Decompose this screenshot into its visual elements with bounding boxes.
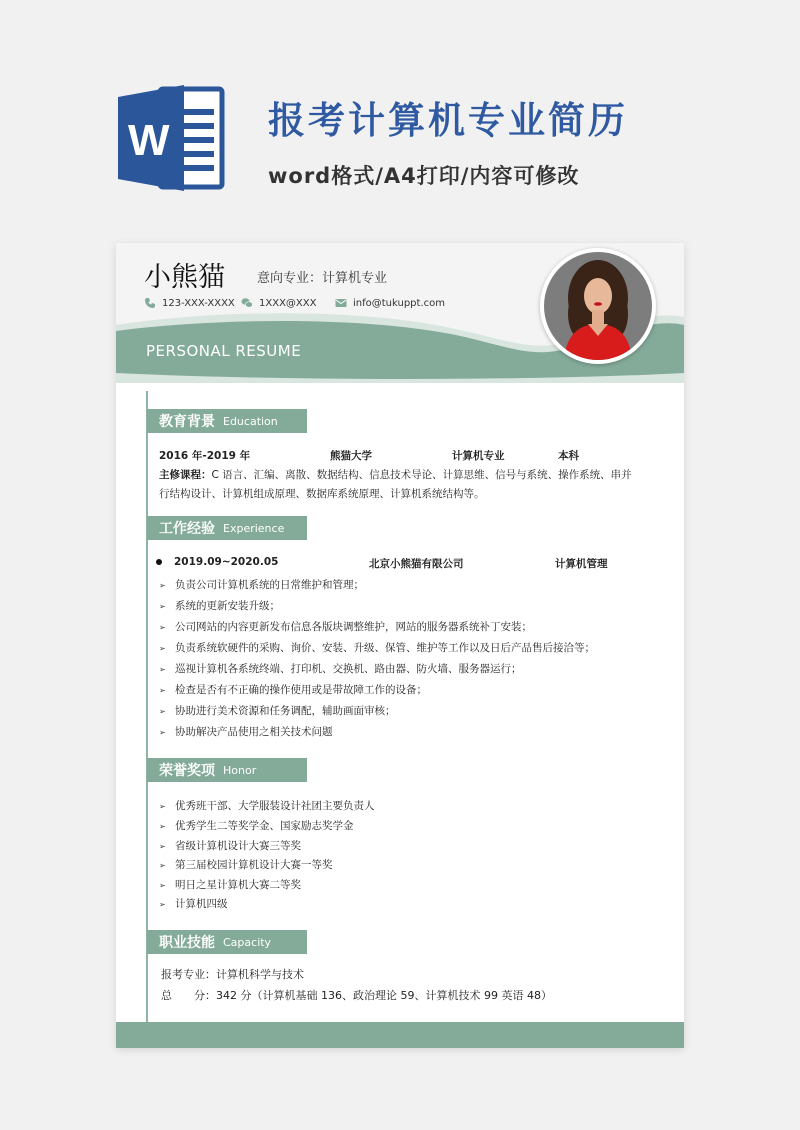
phone-number: 123-XXX-XXXX (162, 297, 235, 309)
wechat-contact (241, 297, 316, 309)
list-item (159, 877, 301, 892)
courses-line2: 行结构设计、计算机组成原理、数据库系统原理、计算机系统结构等。 (159, 488, 485, 500)
courses-label: 主修课程： (159, 469, 212, 481)
list-item (159, 838, 301, 853)
candidate-name: 小熊猫 (144, 262, 225, 293)
skills-major: 报考专业：计算机科学与技术 (161, 968, 304, 981)
list-item-text: 协助解决产品使用之相关技术问题 (175, 726, 333, 738)
arrow-bullet-icon: ➢ (159, 602, 166, 611)
intent-major: 意向专业：计算机专业 (257, 271, 388, 286)
experience-period (156, 556, 278, 568)
section-title-en: Experience (223, 521, 285, 535)
experience-company: 北京小熊猫有限公司 (369, 558, 464, 570)
banner-title: 报考计算机专业简历 (268, 99, 628, 142)
resume-sheet (116, 243, 684, 1048)
education-period: 2016 年-2019 年 (159, 450, 251, 462)
list-item (159, 682, 427, 697)
arrow-bullet-icon: ➢ (159, 707, 166, 716)
arrow-bullet-icon: ➢ (159, 686, 166, 695)
list-item (159, 661, 522, 676)
section-title-en: Education (223, 414, 278, 428)
list-item (159, 619, 532, 634)
email-contact (335, 297, 445, 309)
arrow-bullet-icon: ➢ (159, 623, 166, 632)
banner-subtitle: word格式/A4打印/内容可修改 (268, 164, 580, 188)
courses-line1: C 语言、汇编、离散、数据结构、信息技术导论、计算思维、信号与系统、操作系统、串并 (211, 469, 632, 481)
education-school: 熊猫大学 (330, 450, 372, 462)
avatar (540, 248, 656, 364)
section-header-experience (147, 516, 307, 540)
bullet-dot (156, 559, 162, 565)
wechat-icon (241, 297, 253, 309)
section-header-skills (147, 930, 307, 954)
list-item-text: 负责公司计算机系统的日常维护和管理； (175, 579, 364, 591)
arrow-bullet-icon: ➢ (159, 822, 166, 831)
list-item-text: 省级计算机设计大赛三等奖 (175, 840, 301, 852)
list-item-text: 协助进行美术资源和任务调配，辅助画面审核； (175, 705, 396, 717)
list-item (159, 896, 228, 911)
arrow-bullet-icon: ➢ (159, 728, 166, 737)
list-item-text: 检查是否有不正确的操作使用或是带故障工作的设备； (175, 684, 427, 696)
list-item-text: 负责系统软硬件的采购、询价、安装、升级、保管、维护等工作以及日后产品售后接洽等； (175, 642, 595, 654)
list-item-text: 计算机四级 (175, 898, 228, 910)
section-title-cn: 工作经验 (159, 521, 215, 537)
personal-resume-label: PERSONAL RESUME (146, 342, 302, 360)
wechat-id: 1XXX@XXX (259, 297, 317, 309)
list-item (159, 857, 333, 872)
list-item (159, 724, 333, 739)
list-item (159, 640, 595, 655)
list-item-text: 系统的更新安装升级； (175, 600, 280, 612)
list-item-text: 优秀学生二等奖学金、国家励志奖学金 (175, 820, 354, 832)
section-header-education (147, 409, 307, 433)
arrow-bullet-icon: ➢ (159, 581, 166, 590)
word-letter: W (128, 116, 170, 165)
list-item (159, 703, 396, 718)
arrow-bullet-icon: ➢ (159, 861, 166, 870)
arrow-bullet-icon: ➢ (159, 644, 166, 653)
experience-position: 计算机管理 (555, 558, 608, 570)
list-item-text: 公司网站的内容更新发布信息各版块调整维护，网站的服务器系统补丁安装； (175, 621, 532, 633)
arrow-bullet-icon: ➢ (159, 900, 166, 909)
email-icon (335, 297, 347, 309)
list-item (159, 577, 364, 592)
arrow-bullet-icon: ➢ (159, 802, 166, 811)
section-header-honor (147, 758, 307, 782)
section-title-cn: 荣誉奖项 (159, 763, 215, 779)
list-item-text: 第三届校园计算机设计大赛一等奖 (175, 859, 333, 871)
profile-photo (544, 252, 652, 360)
list-item-text: 明日之星计算机大赛二等奖 (175, 879, 301, 891)
list-item (159, 798, 375, 813)
skills-score: 总 分：342 分（计算机基础 136、政治理论 59、计算机技术 99 英语 48） (161, 989, 552, 1002)
section-title-cn: 职业技能 (159, 935, 215, 951)
education-major: 计算机专业 (452, 450, 505, 462)
section-title-cn: 教育背景 (159, 414, 215, 430)
section-title-en: Honor (223, 763, 257, 777)
list-item-text: 巡视计算机各系统终端、打印机、交换机、路由器、防火墙、服务器运行； (175, 663, 522, 675)
footer-bar (116, 1022, 684, 1048)
list-item (159, 598, 280, 613)
email-address: info@tukuppt.com (353, 297, 445, 309)
arrow-bullet-icon: ➢ (159, 665, 166, 674)
arrow-bullet-icon: ➢ (159, 842, 166, 851)
word-doc-icon (118, 83, 228, 193)
phone-contact (144, 297, 235, 309)
education-degree: 本科 (558, 450, 579, 462)
arrow-bullet-icon: ➢ (159, 881, 166, 890)
list-item-text: 优秀班干部、大学服装设计社团主要负责人 (175, 800, 375, 812)
section-title-en: Capacity (223, 935, 272, 949)
education-courses (159, 467, 632, 482)
phone-icon (144, 297, 156, 309)
experience-period-text: 2019.09~2020.05 (174, 556, 279, 568)
list-item (159, 818, 354, 833)
